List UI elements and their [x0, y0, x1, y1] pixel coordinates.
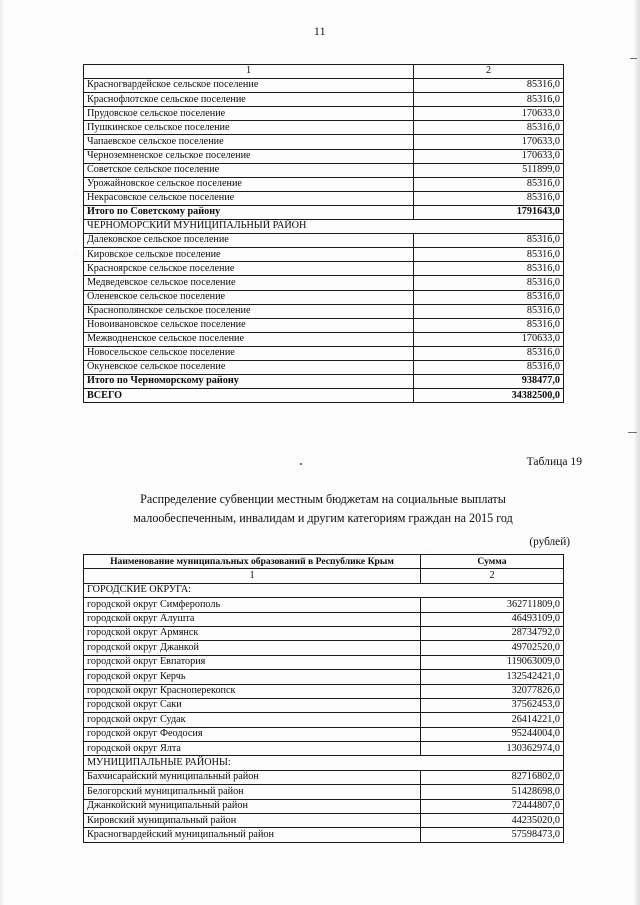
row-label: Чапаевское сельское поселение	[84, 135, 414, 149]
row-label: Черноземненское сельское поселение	[84, 149, 414, 163]
table-row	[84, 65, 564, 79]
row-label: Медведевское сельское поселение	[84, 276, 414, 290]
table-row	[84, 756, 564, 770]
row-label: Некрасовское сельское поселение	[84, 191, 414, 205]
row-label: Далековское сельское поселение	[84, 234, 414, 248]
row-label: Красноярское сельское поселение	[84, 262, 414, 276]
table-row	[84, 770, 564, 784]
page-title	[83, 490, 563, 527]
table-rural-settlements-body	[84, 65, 564, 403]
table-row	[84, 163, 564, 177]
row-label: городской округ Армянск	[84, 626, 421, 640]
row-amount: 85316,0	[414, 248, 564, 262]
row-label: Урожайновское сельское поселение	[84, 177, 414, 191]
table-row	[84, 79, 564, 93]
row-amount: 82716802,0	[421, 770, 564, 784]
row-amount: 85316,0	[414, 79, 564, 93]
column-index-1: 1	[84, 569, 421, 583]
page-number: 11	[313, 26, 327, 38]
table-row	[84, 828, 564, 842]
table-row	[84, 107, 564, 121]
table-row	[84, 799, 564, 813]
row-amount: 170633,0	[414, 107, 564, 121]
table-row	[84, 205, 564, 219]
table-row	[84, 742, 564, 756]
row-label: Бахчисарайский муниципальный район	[84, 770, 421, 784]
scan-artifact-mark	[630, 58, 637, 59]
table-row	[84, 290, 564, 304]
table-row	[84, 135, 564, 149]
row-label: Окуневское сельское поселение	[84, 360, 414, 374]
row-label: Межводненское сельское поселение	[84, 332, 414, 346]
page-title-line-1: Распределение субвенции местным бюджетам на социальные выплаты	[140, 492, 506, 506]
table-row	[84, 684, 564, 698]
table-row	[84, 318, 564, 332]
row-label: Белогорский муниципальный район	[84, 785, 421, 799]
row-label: Оленевское сельское поселение	[84, 290, 414, 304]
table-rural-settlements	[83, 64, 564, 403]
table-row	[84, 149, 564, 163]
row-amount: 51428698,0	[421, 785, 564, 799]
table-row	[84, 304, 564, 318]
row-amount: 72444807,0	[421, 799, 564, 813]
row-amount: 130362974,0	[421, 742, 564, 756]
row-label: городской округ Саки	[84, 698, 421, 712]
row-label: Прудовское сельское поселение	[84, 107, 414, 121]
row-amount: 46493109,0	[421, 612, 564, 626]
table-row	[84, 727, 564, 741]
row-amount: 85316,0	[414, 121, 564, 135]
row-amount: 49702520,0	[421, 641, 564, 655]
row-amount: 85316,0	[414, 360, 564, 374]
table-label-19: Таблица 19	[526, 455, 582, 468]
row-label: Краснополянское сельское поселение	[84, 304, 414, 318]
scan-edge-right-shadow	[633, 0, 640, 905]
row-label: Итого по Советскому району	[84, 205, 414, 219]
row-amount: 85316,0	[414, 234, 564, 248]
table-row	[84, 655, 564, 669]
table-row	[84, 814, 564, 828]
row-amount: 85316,0	[414, 93, 564, 107]
table-row	[84, 332, 564, 346]
row-amount: 132542421,0	[421, 670, 564, 684]
table-row	[84, 191, 564, 205]
row-label: городской округ Симферополь	[84, 598, 421, 612]
row-amount: 938477,0	[414, 375, 564, 389]
table-row	[84, 389, 564, 403]
row-label: городской округ Алушта	[84, 612, 421, 626]
row-label: Красногвардейский муниципальный район	[84, 828, 421, 842]
table-section-heading: ГОРОДСКИЕ ОКРУГА:	[84, 583, 564, 597]
table-row	[84, 785, 564, 799]
row-amount: 85316,0	[414, 346, 564, 360]
row-label: городской округ Керчь	[84, 670, 421, 684]
row-amount: 95244004,0	[421, 727, 564, 741]
row-amount: 85316,0	[414, 276, 564, 290]
row-amount: 511899,0	[414, 163, 564, 177]
row-label: Джанкойский муниципальный район	[84, 799, 421, 813]
row-label: городской округ Евпатория	[84, 655, 421, 669]
row-amount: 1791643,0	[414, 205, 564, 219]
row-label: Кировский муниципальный район	[84, 814, 421, 828]
row-amount: 85316,0	[414, 318, 564, 332]
row-label: городской округ Ялта	[84, 742, 421, 756]
row-label: Новосельское сельское поселение	[84, 346, 414, 360]
row-label: Пушкинское сельское поселение	[84, 121, 414, 135]
row-amount: 85316,0	[414, 191, 564, 205]
table-row	[84, 360, 564, 374]
row-label: Кировское сельское поселение	[84, 248, 414, 262]
row-label: Красногвардейское сельское поселение	[84, 79, 414, 93]
table-row	[84, 598, 564, 612]
row-amount: 85316,0	[414, 304, 564, 318]
table-row	[84, 346, 564, 360]
row-label: городской округ Судак	[84, 713, 421, 727]
row-amount: 28734792,0	[421, 626, 564, 640]
row-amount: 85316,0	[414, 262, 564, 276]
row-label: Краснофлотское сельское поселение	[84, 93, 414, 107]
table-row	[84, 626, 564, 640]
table-row	[84, 234, 564, 248]
table-row	[84, 248, 564, 262]
table-row	[84, 698, 564, 712]
row-amount: 119063009,0	[421, 655, 564, 669]
table-municipalities	[83, 554, 564, 843]
table-row	[84, 583, 564, 597]
row-amount: 34382500,0	[414, 389, 564, 403]
table-row	[84, 612, 564, 626]
table-row	[84, 276, 564, 290]
table-header-row	[84, 555, 564, 569]
row-amount: 37562453,0	[421, 698, 564, 712]
column-header-name: Наименование муниципальных образований в Республике Крым	[84, 555, 421, 569]
row-amount: 170633,0	[414, 135, 564, 149]
table-municipalities-body	[84, 555, 564, 843]
row-amount: 44235020,0	[421, 814, 564, 828]
units-note: (рублей)	[529, 536, 570, 548]
row-label: городской округ Феодосия	[84, 727, 421, 741]
table-row	[84, 670, 564, 684]
row-label: Новоивановское сельское поселение	[84, 318, 414, 332]
row-amount: 57598473,0	[421, 828, 564, 842]
row-label: городской округ Джанкой	[84, 641, 421, 655]
column-index-1: 1	[84, 65, 414, 79]
table-row	[84, 177, 564, 191]
row-amount: 85316,0	[414, 290, 564, 304]
table-row	[84, 641, 564, 655]
table-row	[84, 262, 564, 276]
row-amount: 85316,0	[414, 177, 564, 191]
scan-artifact-mark	[628, 432, 637, 433]
column-index-2: 2	[421, 569, 564, 583]
row-amount: 170633,0	[414, 149, 564, 163]
scan-edge-left-shadow	[0, 0, 5, 905]
table-row	[84, 93, 564, 107]
row-label: ВСЕГО	[84, 389, 414, 403]
table-section-heading: МУНИЦИПАЛЬНЫЕ РАЙОНЫ:	[84, 756, 564, 770]
row-label: Советское сельское поселение	[84, 163, 414, 177]
row-label: городской округ Красноперекопск	[84, 684, 421, 698]
page-title-line-2: малообеспеченным, инвалидам и другим категориям граждан на 2015 год	[133, 510, 513, 525]
row-label: Итого по Черноморскому району	[84, 375, 414, 389]
row-amount: 170633,0	[414, 332, 564, 346]
row-amount: 362711809,0	[421, 598, 564, 612]
table-row	[84, 121, 564, 135]
table-row	[84, 569, 564, 583]
table-row	[84, 713, 564, 727]
table-row	[84, 375, 564, 389]
table-section-heading: ЧЕРНОМОРСКИЙ МУНИЦИПАЛЬНЫЙ РАЙОН	[84, 220, 564, 234]
row-amount: 32077826,0	[421, 684, 564, 698]
column-index-2: 2	[414, 65, 564, 79]
column-header-amount: Сумма	[421, 555, 564, 569]
table-row	[84, 220, 564, 234]
row-amount: 26414221,0	[421, 713, 564, 727]
